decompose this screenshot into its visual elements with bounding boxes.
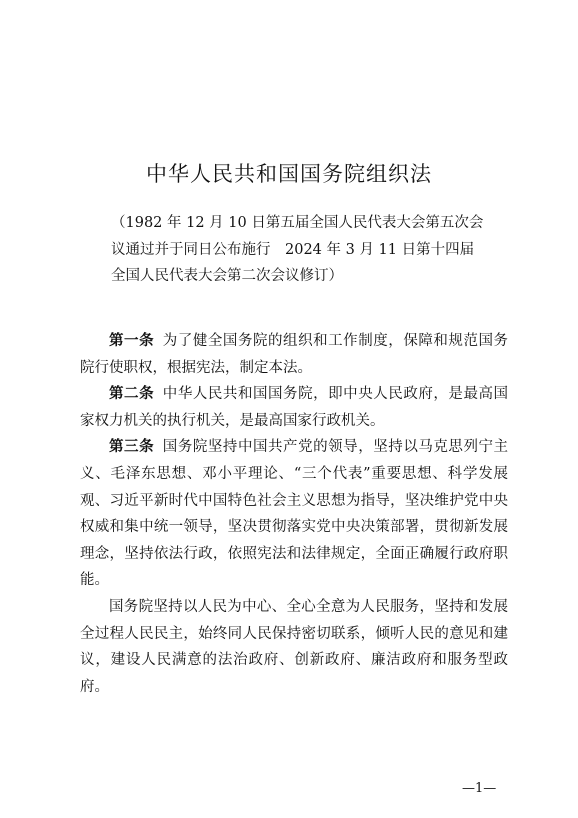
page-number: —1— <box>462 781 497 796</box>
adoption-note-line: 议通过并于同日公布施行 2024 年 3 月 11 日第十四届 <box>111 241 475 258</box>
adoption-note-line: （1982 年 12 月 10 日第五届全国人民代表大会第五次会 <box>111 215 484 231</box>
article-3 <box>80 434 508 594</box>
article-label: 第一条 <box>109 333 155 349</box>
article-text: 国务院坚持中国共产党的领导，坚持以马克思列宁主义、毛泽东思想、邓小平理论、“三个代表”重要思想、科学发展观、习近平新时代中国特色社会主义思想为指导，坚决维护党中央权威和集中统一领导，坚决贯彻落实党中央决策部署，贯彻新发展理念，坚持依法行政，依照宪法和法律规定，全面正确履行政府职能。 <box>80 439 509 589</box>
article-3-paragraph-2: 国务院坚持以人民为中心、全心全意为人民服务，坚持和发展全过程人民民主，始终同人民保持密切联系，倾听人民的意见和建议，建设人民满意的法治政府、创新政府、廉洁政府和服务型政府。 <box>80 598 508 695</box>
adoption-note-line: 全国人民代表大会第二次会议修订） <box>111 268 343 284</box>
article-2 <box>80 381 508 434</box>
document-title: 中华人民共和国国务院组织法 <box>146 162 432 186</box>
adoption-note <box>111 210 491 290</box>
article-text: 为了健全国务院的组织和工作制度，保障和规范国务院行使职权，根据宪法，制定本法。 <box>80 333 509 376</box>
article-1 <box>80 328 508 381</box>
article-label: 第二条 <box>109 386 155 403</box>
article-label: 第三条 <box>109 439 155 456</box>
article-text: 中华人民共和国国务院，即中央人民政府，是最高国家权力机关的执行机关，是最高国家行政机关。 <box>80 386 509 429</box>
document-body <box>80 328 508 700</box>
